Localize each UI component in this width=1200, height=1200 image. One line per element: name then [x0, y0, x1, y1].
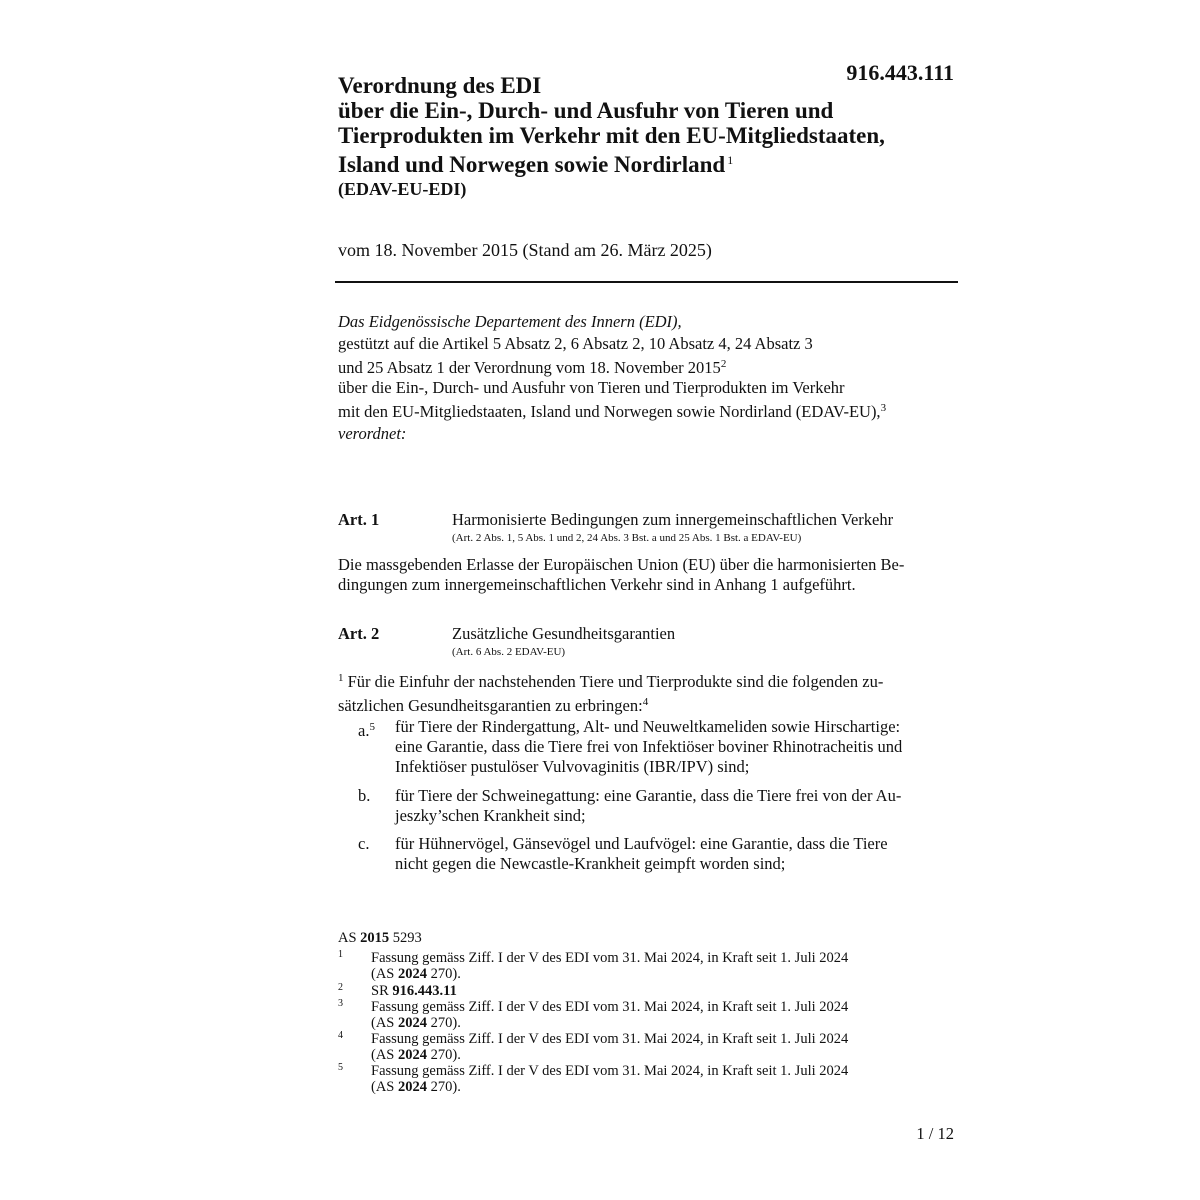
footnote-ref[interactable]: 5 [369, 721, 375, 733]
header-divider [335, 281, 958, 283]
page-number: 1 / 12 [916, 1124, 954, 1143]
footnote-line [371, 1079, 941, 1095]
footnote-line [371, 966, 941, 982]
list-letter-text: a. [358, 721, 370, 740]
footnote-text [371, 1031, 941, 1063]
text-line-content: Für die Einfuhr der nachstehenden Tiere und Tierprodukte sind die folgenden zu- [347, 672, 884, 691]
footnote-ref[interactable]: 1 [727, 153, 734, 167]
article-number: Art. 1 [338, 510, 380, 529]
title-line-text: Island und Norwegen sowie Nordirland [338, 152, 726, 177]
paragraph-number: 1 [338, 672, 344, 684]
footnote-bold: 2024 [398, 966, 427, 982]
footnote-number: 1 [338, 949, 343, 960]
footnote-line: Fassung gemäss Ziff. I der V des EDI vom 31. Mai 2024, in Kraft seit 1. Juli 2024 [371, 1031, 849, 1047]
footnote-ref[interactable]: 2 [720, 358, 727, 370]
list-item [338, 834, 955, 876]
list-text [395, 717, 955, 777]
text-line [338, 692, 955, 716]
footnote-number: 3 [338, 998, 343, 1009]
footnote-text [371, 983, 941, 999]
title-line [338, 148, 958, 177]
preamble [338, 312, 958, 444]
footnote-number: 4 [338, 1030, 343, 1041]
document-abbreviation: (EDAV-EU-EDI) [338, 179, 467, 199]
footnote-line [371, 1047, 941, 1063]
footnote [338, 1063, 938, 1095]
footnote [338, 950, 938, 982]
article-heading [338, 624, 958, 664]
text-line: dingungen zum innergemeinschaftlichen Verkehr sind in Anhang 1 aufgeführt. [338, 575, 856, 594]
list-item [338, 786, 955, 828]
footnote-post: 270). [430, 1079, 461, 1095]
footnote-ref[interactable]: 3 [880, 402, 887, 414]
list-line: nicht gegen die Newcastle-Krankheit geimpft worden sind; [395, 854, 786, 873]
text-line-content: sätzlichen Gesundheitsgarantien zu erbringen: [338, 696, 643, 715]
article-text [338, 668, 955, 716]
list-line: Infektiöser pustulöser Vulvovaginitis (IBR/IPV) sind; [395, 757, 750, 776]
article-reference: (Art. 6 Abs. 2 EDAV-EU) [452, 646, 566, 658]
footnote [338, 1031, 938, 1063]
footnote [338, 983, 938, 999]
footnote-bold: 916.443.11 [392, 983, 457, 999]
as-year: 2015 [360, 930, 390, 946]
article-heading [338, 510, 958, 550]
article-title: Zusätzliche Gesundheitsgarantien [452, 624, 676, 643]
footnote-line: Fassung gemäss Ziff. I der V des EDI vom 31. Mai 2024, in Kraft seit 1. Juli 2024 [371, 950, 849, 966]
list-text [395, 786, 955, 826]
footnote-number: 5 [338, 1062, 343, 1073]
list-letter: b. [358, 786, 371, 805]
as-prefix: AS [338, 930, 357, 946]
footnote-text [371, 999, 941, 1031]
orders-clause: verordnet: [338, 424, 407, 443]
footnote-line: Fassung gemäss Ziff. I der V des EDI vom 31. Mai 2024, in Kraft seit 1. Juli 2024 [371, 1063, 849, 1079]
basis-line-text: und 25 Absatz 1 der Verordnung vom 18. November 2015 [338, 358, 721, 377]
basis-line: gestützt auf die Artikel 5 Absatz 2, 6 Absatz 2, 10 Absatz 4, 24 Absatz 3 [338, 334, 813, 353]
article-number: Art. 2 [338, 624, 380, 643]
list-line: jeszky’schen Krankheit sind; [395, 806, 586, 825]
footnote [338, 999, 938, 1031]
list-text [395, 834, 955, 874]
footnote-pre: (AS [371, 1047, 395, 1063]
footnote-post: 270). [430, 966, 461, 982]
basis-line: über die Ein-, Durch- und Ausfuhr von Tieren und Tierprodukten im Verkehr [338, 378, 845, 397]
basis-line [338, 398, 958, 422]
title-line: Verordnung des EDI [338, 73, 542, 98]
authority: Das Eidgenössische Departement des Innern (EDI), [338, 312, 682, 331]
article-reference: (Art. 2 Abs. 1, 5 Abs. 1 und 2, 24 Abs. 3 Bst. a und 25 Abs. 1 Bst. a EDAV-EU) [452, 532, 802, 544]
footnote-post: 270). [430, 1047, 461, 1063]
footnote-pre: (AS [371, 1015, 395, 1031]
footnote-text [371, 1063, 941, 1095]
article-title: Harmonisierte Bedingungen zum innergemeinschaftlichen Verkehr [452, 510, 894, 529]
date-line: vom 18. November 2015 (Stand am 26. März 2025) [338, 240, 712, 260]
footnote-line [371, 983, 941, 999]
footnote-ref[interactable]: 4 [642, 696, 649, 708]
as-page: 5293 [392, 930, 422, 946]
footnote-pre: (AS [371, 1079, 395, 1095]
list-letter: c. [358, 834, 370, 853]
footnote-bold: 2024 [398, 1047, 427, 1063]
list-line: für Hühnervögel, Gänsevögel und Laufvögel: eine Garantie, dass die Tiere [395, 834, 888, 853]
basis-line [338, 354, 958, 378]
basis-line-text: mit den EU-Mitgliedstaaten, Island und Norwegen sowie Nordirland (EDAV-EU), [338, 402, 881, 421]
footnote-bold: 2024 [398, 1015, 427, 1031]
footnote-pre: SR [371, 983, 389, 999]
list-letter [358, 717, 375, 741]
footnote-bold: 2024 [398, 1079, 427, 1095]
text-line: Die massgebenden Erlasse der Europäischen Union (EU) über die harmonisierten Be- [338, 555, 905, 574]
sr-number: 916.443.111 [846, 60, 954, 85]
text-line [338, 668, 955, 692]
official-compilation-ref [338, 930, 422, 947]
list-line: für Tiere der Schweinegattung: eine Garantie, dass die Tiere frei von der Au- [395, 786, 902, 805]
list-line: für Tiere der Rindergattung, Alt- und Neuweltkameliden sowie Hirschartige: [395, 717, 901, 736]
title-line: Tierprodukten im Verkehr mit den EU-Mitgliedstaaten, [338, 123, 885, 148]
footnote-post: 270). [430, 1015, 461, 1031]
document-title [338, 73, 958, 177]
list-item [338, 717, 955, 779]
title-line: über die Ein-, Durch- und Ausfuhr von Tieren und [338, 98, 834, 123]
footnote-pre: (AS [371, 966, 395, 982]
list-line: eine Garantie, dass die Tiere frei von Infektiöser boviner Rhinotracheitis und [395, 737, 903, 756]
footnote-number: 2 [338, 982, 343, 993]
footnote-line: Fassung gemäss Ziff. I der V des EDI vom 31. Mai 2024, in Kraft seit 1. Juli 2024 [371, 999, 849, 1015]
footnote-text [371, 950, 941, 982]
footnote-line [371, 1015, 941, 1031]
article-text [338, 555, 955, 595]
